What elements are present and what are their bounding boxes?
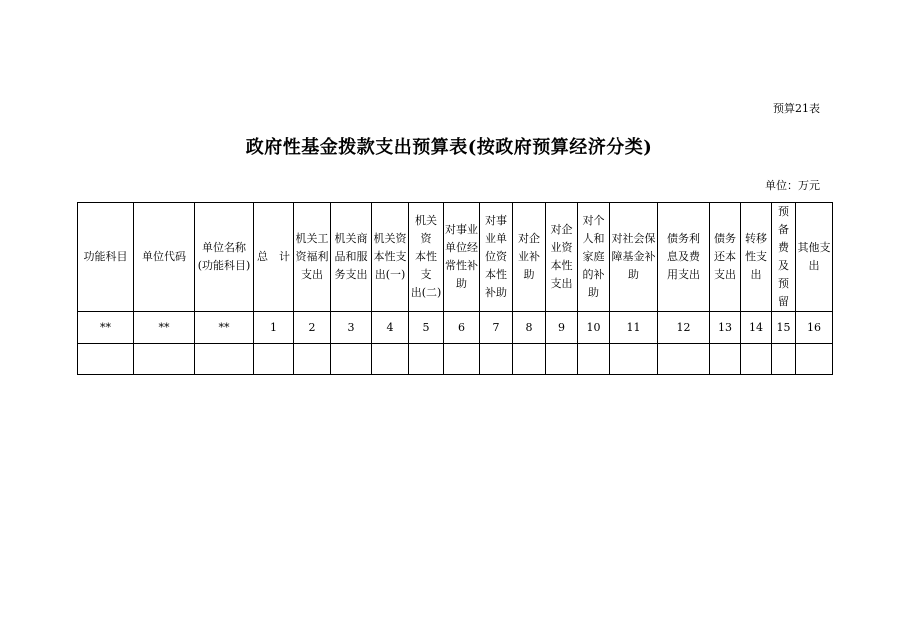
column-header: [409, 203, 444, 312]
column-header-label: 对企 业补 助: [518, 232, 540, 281]
table-cell: [480, 344, 513, 375]
column-header-label: 单位名称 (功能科目): [197, 241, 251, 272]
table-cell: [610, 344, 658, 375]
column-header-label: 对个 人和 家庭 的补 助: [582, 214, 605, 299]
column-index-cell: 4: [372, 312, 409, 344]
column-header-label: 机关商 品和服 务支出: [334, 232, 368, 281]
column-header: [796, 203, 833, 312]
column-index-cell: **: [134, 312, 195, 344]
unit-label: 单位：万元: [765, 179, 820, 192]
column-index-cell: 1: [254, 312, 294, 344]
table-cell: [658, 344, 710, 375]
table-cell: [409, 344, 444, 375]
column-header-label: 对社会保 障基金补 助: [611, 232, 656, 281]
column-header: [444, 203, 480, 312]
column-index-cell: 9: [546, 312, 578, 344]
column-header-label: 单位代码: [142, 250, 186, 263]
column-index-cell: **: [195, 312, 254, 344]
column-header: [372, 203, 409, 312]
page-title: 政府性基金拨款支出预算表(按政府预算经济分类): [245, 137, 653, 158]
index-row: [78, 312, 833, 344]
table-cell: [134, 344, 195, 375]
column-header: [294, 203, 331, 312]
table-cell: [444, 344, 480, 375]
column-header-label: 机关工 资福利 支出: [295, 232, 329, 281]
column-index-cell: 14: [741, 312, 772, 344]
column-index-cell: 6: [444, 312, 480, 344]
column-header-label: 对企 业资 本性 支出: [550, 223, 573, 290]
column-header: [254, 203, 294, 312]
table-cell: [294, 344, 331, 375]
column-index-cell: 16: [796, 312, 833, 344]
column-index-cell: 2: [294, 312, 331, 344]
budget-table: [77, 202, 833, 375]
form-number: 预算21表: [773, 102, 820, 115]
column-header: [710, 203, 741, 312]
column-index-cell: 12: [658, 312, 710, 344]
header-row: [78, 203, 833, 312]
column-header-label: 债务利 息及费 用支出: [667, 232, 700, 281]
column-header-label: 功能科目: [83, 250, 128, 263]
table-cell: [195, 344, 254, 375]
column-header-label: 对事业 单位经 常性补 助: [445, 223, 478, 290]
column-header: [513, 203, 546, 312]
column-header: [772, 203, 796, 312]
column-header-label: 机关资 本性支 出(一): [373, 232, 407, 281]
column-header-label: 债务 还本 支出: [714, 232, 736, 281]
column-header-label: 预备 费及 预留: [778, 205, 789, 308]
column-header: [134, 203, 195, 312]
column-index-cell: 7: [480, 312, 513, 344]
column-header-label: 其他支 出: [797, 241, 831, 272]
table-cell: [796, 344, 833, 375]
column-header-label: 机关资 本性支 出(二): [410, 214, 442, 299]
column-header: [546, 203, 578, 312]
column-header-label: 总 计: [257, 250, 290, 263]
column-header: [658, 203, 710, 312]
table-row: [78, 344, 833, 375]
column-header: [78, 203, 134, 312]
table-cell: [254, 344, 294, 375]
table-cell: [372, 344, 409, 375]
table-cell: [772, 344, 796, 375]
column-header: [480, 203, 513, 312]
table-cell: [578, 344, 610, 375]
column-header: [195, 203, 254, 312]
table-cell: [546, 344, 578, 375]
column-index-cell: **: [78, 312, 134, 344]
column-header: [578, 203, 610, 312]
column-index-cell: 15: [772, 312, 796, 344]
column-index-cell: 10: [578, 312, 610, 344]
column-index-cell: 11: [610, 312, 658, 344]
column-header: [610, 203, 658, 312]
column-header: [331, 203, 372, 312]
table-cell: [78, 344, 134, 375]
column-header: [741, 203, 772, 312]
table-cell: [331, 344, 372, 375]
table-cell: [513, 344, 546, 375]
column-index-cell: 8: [513, 312, 546, 344]
column-header-label: 对事 业单 位资 本性 补助: [485, 214, 507, 299]
column-index-cell: 3: [331, 312, 372, 344]
table-cell: [741, 344, 772, 375]
column-index-cell: 13: [710, 312, 741, 344]
table-cell: [710, 344, 741, 375]
column-header-label: 转移 性支 出: [745, 232, 767, 281]
column-index-cell: 5: [409, 312, 444, 344]
